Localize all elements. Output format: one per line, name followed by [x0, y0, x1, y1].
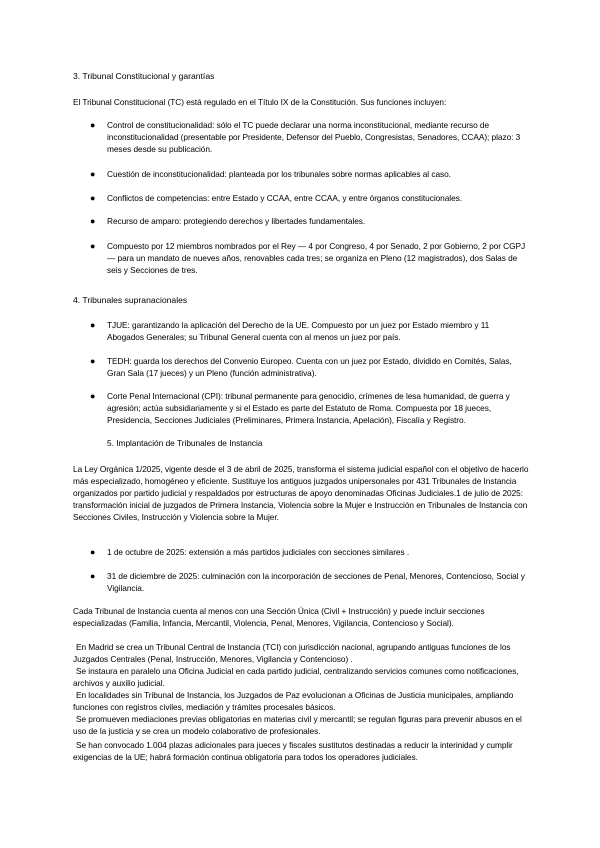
bullet-icon: ●: [90, 356, 96, 366]
list-item: TEDH: guarda los derechos del Convenio Europeo. Cuenta con un juez por Estado, dividido en Comités, Salas, Gran Sala (17 jueces) y un Pleno (función administrativa).: [107, 356, 512, 378]
bullet-icon: ●: [90, 169, 96, 179]
paragraph: Cada Tribunal de Instancia cuenta al menos con una Sección Única (Civil + Instrucción) y puede incluir secciones especializadas (Familia, Infancia, Mercantil, Violencia, Penal, Menores, Vigilancia, Contencioso y Social).: [73, 606, 485, 628]
bullet-icon: ●: [90, 547, 96, 557]
list-item: Compuesto por 12 miembros nombrados por el Rey — 4 por Congreso, 4 por Senado, 2 por Gobierno, 2 por CGPJ — para un mandato de nueves años, renovables cada tres; se organiza en Pleno (12 magistrados), dos Salas de seis y Secciones de tres.: [107, 241, 526, 275]
bullet-icon: ●: [90, 391, 96, 401]
bullet-icon: ●: [90, 193, 96, 203]
section-4-heading: 4. Tribunales supranacionales: [73, 295, 188, 305]
list-item: Control de constitucionalidad: sólo el TC puede declarar una norma inconstitucional, mediante recurso de inconstitucionalidad (presentable por Presidente, Defensor del Pueblo, Congresistas, Senadores, CCAA); plazo: 3 meses desde su publicación.: [107, 120, 521, 154]
section-5-intro: La Ley Orgánica 1/2025, vigente desde el 3 de abril de 2025, transforma el sistema judicial español con el objetivo de hacerlo más especializado, homogéneo y eficiente. Sustituye los antiguos juzgados unipersonales por 431 Tribunales de Instancia organizados por partido judicial y respaldados por estructuras de apoyo denominadas Oficinas Judiciales.1 de julio de 2025: transformación inicial de juzgados de Primera Instancia, Violencia sobre la Mujer e Instrucción en Tribunales de Instancia con Secciones Civiles, Instrucción y Violencia sobre la Mujer.: [73, 464, 529, 522]
list-item: Corte Penal Internacional (CPI): tribunal permanente para genocidio, crímenes de lesa humanidad, de guerra y agresión; actúa subsidiariamente y si el Estado es parte del Estatuto de Roma. Compuesta por 18 jueces, Presidencia, Secciones Judiciales (Preliminares, Primera Instancia, Apelación), Fiscalía y Registro.: [107, 391, 510, 425]
list-item: 31 de diciembre de 2025: culminación con la incorporación de secciones de Penal, Menores, Contencioso, Social y Vigilancia.: [107, 571, 525, 593]
paragraph: Se instaura en paralelo una Oficina Judicial en cada partido judicial, centralizando servicios comunes como notificaciones, archivos y auxilio judicial.: [73, 666, 519, 688]
bullet-icon: ●: [90, 241, 96, 251]
bullet-icon: ●: [90, 216, 96, 226]
list-item: 1 de octubre de 2025: extensión a más partidos judiciales con secciones similares .: [107, 547, 410, 557]
paragraph: Se han convocado 1.004 plazas adicionales para jueces y fiscales sustitutos destinadas a reducir la interinidad y cumplir exigencias de la UE; habrá formación continua obligatoria para todos los operadores judiciales.: [73, 740, 513, 762]
bullet-icon: ●: [90, 320, 96, 330]
paragraph: En localidades sin Tribunal de Instancia, los Juzgados de Paz evolucionan a Oficinas de Justicia municipales, ampliando funciones con registros civiles, mediación y trámites procesales básicos.: [73, 690, 514, 712]
section-5-heading: 5. Implantación de Tribunales de Instancia: [107, 438, 263, 448]
bullet-icon: ●: [90, 120, 96, 130]
list-item: Conflictos de competencias: entre Estado y CCAA, entre CCAA, y entre órganos constitucionales.: [107, 193, 463, 203]
paragraph: En Madrid se crea un Tribunal Central de Instancia (TCI) con jurisdicción nacional, agrupando antiguas funciones de los Juzgados Centrales (Penal, Instrucción, Menores, Vigilancia y Contencioso) .: [73, 642, 511, 664]
list-item: TJUE: garantizando la aplicación del Derecho de la UE. Compuesto por un juez por Estado miembro y 11 Abogados Generales; su Tribunal General cuenta con al menos un juez por país.: [107, 320, 490, 342]
section-3-intro: El Tribunal Constitucional (TC) está regulado en el Título IX de la Constitución. Sus funciones incluyen:: [73, 97, 447, 107]
section-3-heading: 3. Tribunal Constitucional y garantías: [73, 71, 215, 81]
list-item: Recurso de amparo: protegiendo derechos y libertades fundamentales.: [107, 216, 366, 226]
bullet-icon: ●: [90, 571, 96, 581]
paragraph: Se promueven mediaciones previas obligatorias en materias civil y mercantil; se regulan figuras para prevenir abusos en el uso de la justicia y se crea un modelo colaborativo de profesionales.: [73, 714, 522, 736]
list-item: Cuestión de inconstitucionalidad: planteada por los tribunales sobre normas aplicables al caso.: [107, 169, 451, 179]
